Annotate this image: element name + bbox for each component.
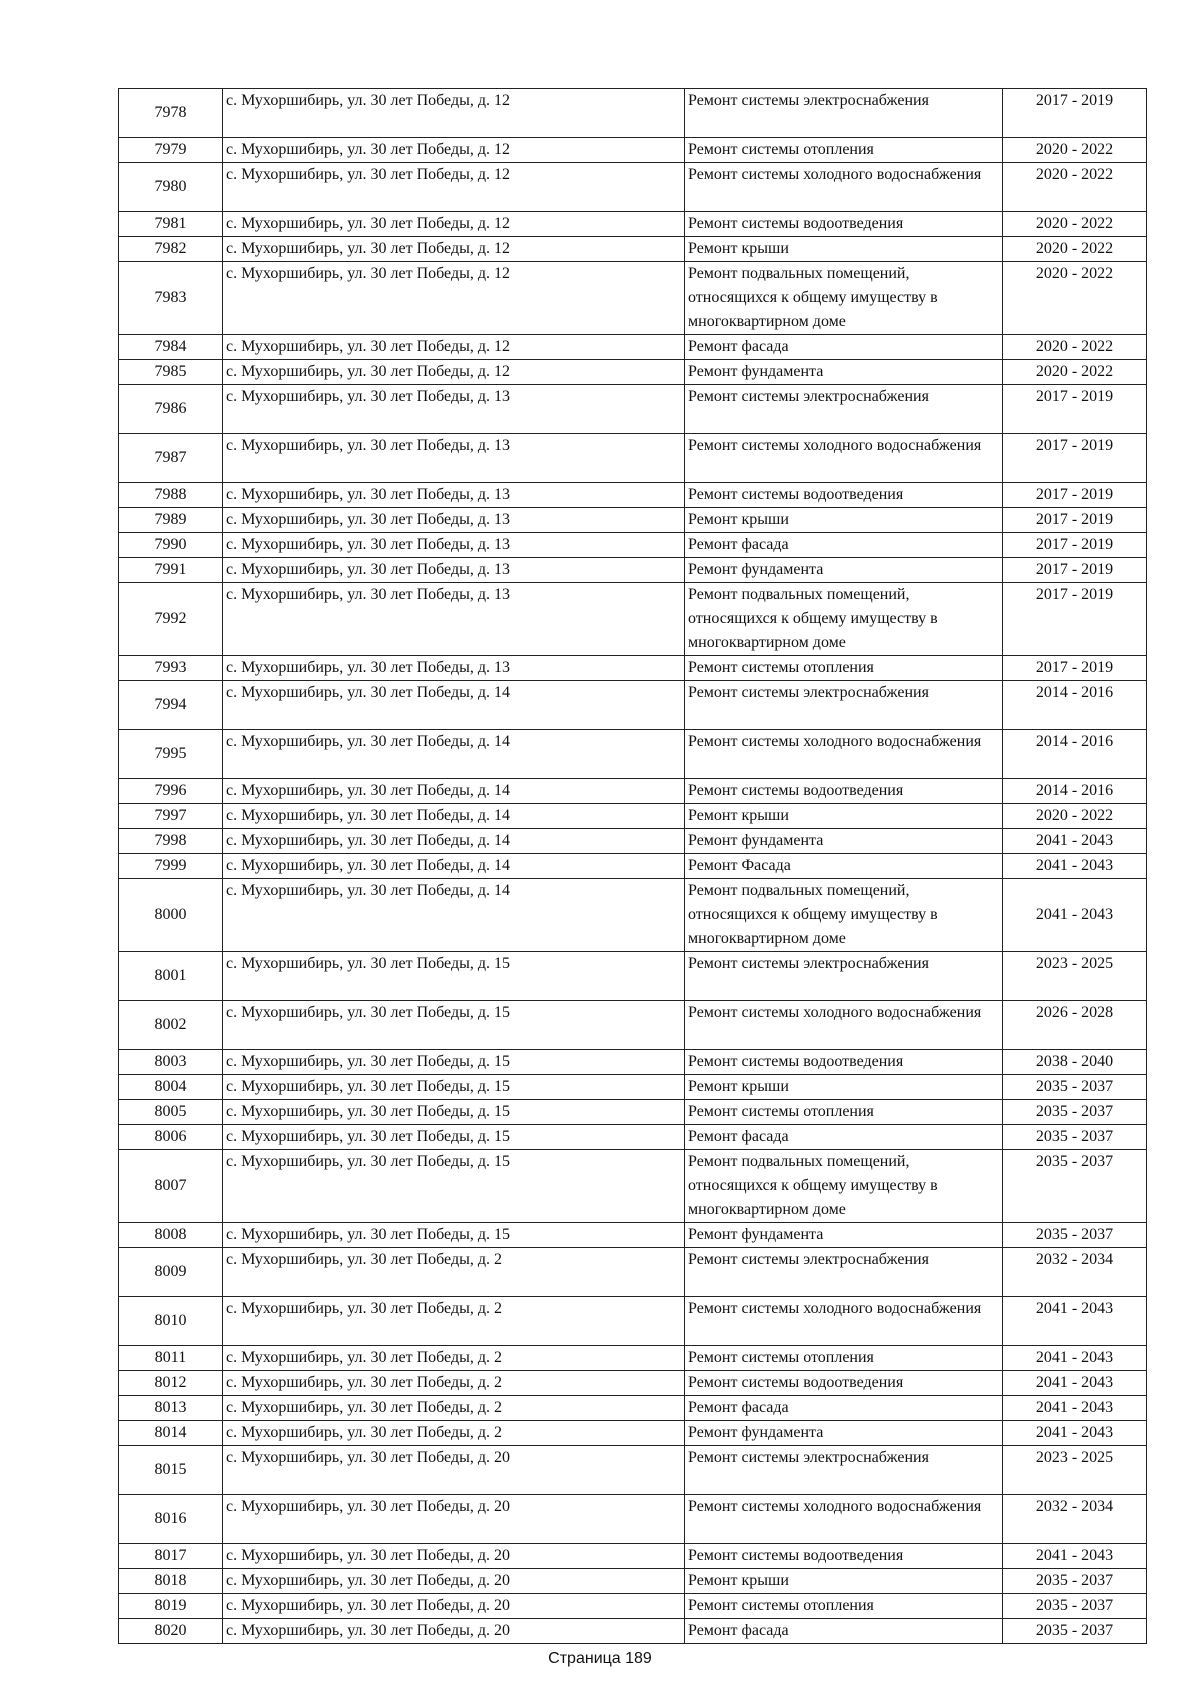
work-type-cell: Ремонт фундамента [685, 1223, 1003, 1248]
period-cell: 2026 - 2028 [1003, 1001, 1147, 1050]
work-type-cell: Ремонт системы водоотведения [685, 779, 1003, 804]
period-cell: 2035 - 2037 [1003, 1075, 1147, 1100]
address-cell: с. Мухоршибирь, ул. 30 лет Победы, д. 12 [223, 212, 685, 237]
table-row [119, 212, 1147, 237]
table-row [119, 163, 1147, 212]
period-cell: 2017 - 2019 [1003, 434, 1147, 483]
row-number-cell: 7984 [119, 335, 223, 360]
table-row [119, 1150, 1147, 1223]
table-row [119, 1297, 1147, 1346]
row-number-cell: 7987 [119, 434, 223, 483]
row-number-cell: 8002 [119, 1001, 223, 1050]
table-row [119, 1421, 1147, 1446]
period-cell: 2035 - 2037 [1003, 1569, 1147, 1594]
row-number-cell: 8015 [119, 1446, 223, 1495]
work-type-cell: Ремонт подвальных помещений, относящихся к общему имуществу в многоквартирном доме [685, 262, 1003, 335]
address-cell: с. Мухоршибирь, ул. 30 лет Победы, д. 13 [223, 656, 685, 681]
table-row [119, 681, 1147, 730]
table-row [119, 483, 1147, 508]
address-cell: с. Мухоршибирь, ул. 30 лет Победы, д. 2 [223, 1346, 685, 1371]
address-cell: с. Мухоршибирь, ул. 30 лет Победы, д. 20 [223, 1619, 685, 1644]
table-row [119, 558, 1147, 583]
address-cell: с. Мухоршибирь, ул. 30 лет Победы, д. 12 [223, 262, 685, 335]
row-number-cell: 7985 [119, 360, 223, 385]
table-row [119, 1125, 1147, 1150]
work-type-cell: Ремонт фасада [685, 335, 1003, 360]
row-number-cell: 8011 [119, 1346, 223, 1371]
work-type-cell: Ремонт системы отопления [685, 656, 1003, 681]
address-cell: с. Мухоршибирь, ул. 30 лет Победы, д. 13 [223, 583, 685, 656]
address-cell: с. Мухоршибирь, ул. 30 лет Победы, д. 14 [223, 879, 685, 952]
table-row [119, 1495, 1147, 1544]
period-cell: 2020 - 2022 [1003, 237, 1147, 262]
address-cell: с. Мухоршибирь, ул. 30 лет Победы, д. 20 [223, 1495, 685, 1544]
table-row [119, 1001, 1147, 1050]
period-cell: 2020 - 2022 [1003, 138, 1147, 163]
table-row [119, 854, 1147, 879]
period-cell: 2017 - 2019 [1003, 508, 1147, 533]
row-number-cell: 7997 [119, 804, 223, 829]
table-row [119, 1248, 1147, 1297]
address-cell: с. Мухоршибирь, ул. 30 лет Победы, д. 13 [223, 434, 685, 483]
address-cell: с. Мухоршибирь, ул. 30 лет Победы, д. 15 [223, 1100, 685, 1125]
work-type-cell: Ремонт системы холодного водоснабжения [685, 434, 1003, 483]
row-number-cell: 7993 [119, 656, 223, 681]
address-cell: с. Мухоршибирь, ул. 30 лет Победы, д. 15 [223, 1075, 685, 1100]
work-type-cell: Ремонт системы водоотведения [685, 1371, 1003, 1396]
page-number: Страница 189 [548, 1650, 652, 1667]
period-cell: 2035 - 2037 [1003, 1594, 1147, 1619]
row-number-cell: 8001 [119, 952, 223, 1001]
period-cell: 2020 - 2022 [1003, 262, 1147, 335]
address-cell: с. Мухоршибирь, ул. 30 лет Победы, д. 2 [223, 1396, 685, 1421]
address-cell: с. Мухоршибирь, ул. 30 лет Победы, д. 15 [223, 1001, 685, 1050]
table-row [119, 583, 1147, 656]
work-type-cell: Ремонт подвальных помещений, относящихся к общему имуществу в многоквартирном доме [685, 583, 1003, 656]
period-cell: 2041 - 2043 [1003, 829, 1147, 854]
row-number-cell: 7986 [119, 385, 223, 434]
row-number-cell: 7995 [119, 730, 223, 779]
table-row [119, 1371, 1147, 1396]
table-row [119, 1100, 1147, 1125]
period-cell: 2041 - 2043 [1003, 1371, 1147, 1396]
period-cell: 2020 - 2022 [1003, 163, 1147, 212]
address-cell: с. Мухоршибирь, ул. 30 лет Победы, д. 15 [223, 1223, 685, 1248]
address-cell: с. Мухоршибирь, ул. 30 лет Победы, д. 14 [223, 779, 685, 804]
table-row [119, 1223, 1147, 1248]
row-number-cell: 8005 [119, 1100, 223, 1125]
work-type-cell: Ремонт фундамента [685, 360, 1003, 385]
work-type-cell: Ремонт системы холодного водоснабжения [685, 1495, 1003, 1544]
period-cell: 2017 - 2019 [1003, 533, 1147, 558]
period-cell: 2035 - 2037 [1003, 1223, 1147, 1248]
table-row [119, 262, 1147, 335]
period-cell: 2023 - 2025 [1003, 952, 1147, 1001]
work-type-cell: Ремонт крыши [685, 804, 1003, 829]
address-cell: с. Мухоршибирь, ул. 30 лет Победы, д. 20 [223, 1569, 685, 1594]
work-type-cell: Ремонт фундамента [685, 558, 1003, 583]
address-cell: с. Мухоршибирь, ул. 30 лет Победы, д. 14 [223, 681, 685, 730]
period-cell: 2020 - 2022 [1003, 335, 1147, 360]
period-cell: 2032 - 2034 [1003, 1248, 1147, 1297]
table-row [119, 138, 1147, 163]
row-number-cell: 8008 [119, 1223, 223, 1248]
address-cell: с. Мухоршибирь, ул. 30 лет Победы, д. 14 [223, 730, 685, 779]
row-number-cell: 7989 [119, 508, 223, 533]
table-row [119, 879, 1147, 952]
period-cell: 2017 - 2019 [1003, 483, 1147, 508]
row-number-cell: 7980 [119, 163, 223, 212]
work-type-cell: Ремонт системы электроснабжения [685, 681, 1003, 730]
row-number-cell: 7988 [119, 483, 223, 508]
period-cell: 2014 - 2016 [1003, 779, 1147, 804]
work-type-cell: Ремонт системы водоотведения [685, 212, 1003, 237]
work-type-cell: Ремонт фасада [685, 1396, 1003, 1421]
table-row [119, 804, 1147, 829]
address-cell: с. Мухоршибирь, ул. 30 лет Победы, д. 13 [223, 483, 685, 508]
period-cell: 2017 - 2019 [1003, 583, 1147, 656]
row-number-cell: 7996 [119, 779, 223, 804]
work-type-cell: Ремонт системы электроснабжения [685, 952, 1003, 1001]
table-body [119, 89, 1147, 1644]
address-cell: с. Мухоршибирь, ул. 30 лет Победы, д. 12 [223, 89, 685, 138]
period-cell: 2041 - 2043 [1003, 1544, 1147, 1569]
work-type-cell: Ремонт крыши [685, 237, 1003, 262]
table-row [119, 730, 1147, 779]
address-cell: с. Мухоршибирь, ул. 30 лет Победы, д. 12 [223, 360, 685, 385]
work-type-cell: Ремонт фундамента [685, 1421, 1003, 1446]
table-row [119, 237, 1147, 262]
row-number-cell: 8018 [119, 1569, 223, 1594]
row-number-cell: 7991 [119, 558, 223, 583]
address-cell: с. Мухоршибирь, ул. 30 лет Победы, д. 15 [223, 1150, 685, 1223]
row-number-cell: 8006 [119, 1125, 223, 1150]
row-number-cell: 7994 [119, 681, 223, 730]
address-cell: с. Мухоршибирь, ул. 30 лет Победы, д. 14 [223, 829, 685, 854]
address-cell: с. Мухоршибирь, ул. 30 лет Победы, д. 15 [223, 1125, 685, 1150]
table-row [119, 1544, 1147, 1569]
row-number-cell: 8010 [119, 1297, 223, 1346]
table-row [119, 533, 1147, 558]
work-type-cell: Ремонт крыши [685, 508, 1003, 533]
table-row [119, 1346, 1147, 1371]
work-type-cell: Ремонт Фасада [685, 854, 1003, 879]
row-number-cell: 7992 [119, 583, 223, 656]
work-type-cell: Ремонт подвальных помещений, относящихся к общему имуществу в многоквартирном доме [685, 1150, 1003, 1223]
row-number-cell: 7998 [119, 829, 223, 854]
period-cell: 2023 - 2025 [1003, 1446, 1147, 1495]
address-cell: с. Мухоршибирь, ул. 30 лет Победы, д. 12 [223, 138, 685, 163]
row-number-cell: 8014 [119, 1421, 223, 1446]
row-number-cell: 8009 [119, 1248, 223, 1297]
table-row [119, 508, 1147, 533]
period-cell: 2014 - 2016 [1003, 681, 1147, 730]
work-type-cell: Ремонт системы холодного водоснабжения [685, 1001, 1003, 1050]
table-row [119, 829, 1147, 854]
row-number-cell: 8019 [119, 1594, 223, 1619]
period-cell: 2035 - 2037 [1003, 1100, 1147, 1125]
table-row [119, 1446, 1147, 1495]
work-type-cell: Ремонт системы отопления [685, 1346, 1003, 1371]
row-number-cell: 7981 [119, 212, 223, 237]
table-row [119, 1594, 1147, 1619]
work-type-cell: Ремонт фасада [685, 1125, 1003, 1150]
row-number-cell: 8020 [119, 1619, 223, 1644]
address-cell: с. Мухоршибирь, ул. 30 лет Победы, д. 13 [223, 558, 685, 583]
work-type-cell: Ремонт системы водоотведения [685, 1050, 1003, 1075]
table-row [119, 360, 1147, 385]
address-cell: с. Мухоршибирь, ул. 30 лет Победы, д. 14 [223, 854, 685, 879]
address-cell: с. Мухоршибирь, ул. 30 лет Победы, д. 13 [223, 533, 685, 558]
period-cell: 2017 - 2019 [1003, 385, 1147, 434]
address-cell: с. Мухоршибирь, ул. 30 лет Победы, д. 2 [223, 1371, 685, 1396]
period-cell: 2020 - 2022 [1003, 360, 1147, 385]
table-row [119, 1396, 1147, 1421]
work-type-cell: Ремонт системы отопления [685, 1594, 1003, 1619]
period-cell: 2014 - 2016 [1003, 730, 1147, 779]
table-row [119, 952, 1147, 1001]
row-number-cell: 7982 [119, 237, 223, 262]
period-cell: 2035 - 2037 [1003, 1619, 1147, 1644]
row-number-cell: 7979 [119, 138, 223, 163]
address-cell: с. Мухоршибирь, ул. 30 лет Победы, д. 13 [223, 508, 685, 533]
address-cell: с. Мухоршибирь, ул. 30 лет Победы, д. 12 [223, 163, 685, 212]
address-cell: с. Мухоршибирь, ул. 30 лет Победы, д. 13 [223, 385, 685, 434]
table-row [119, 335, 1147, 360]
address-cell: с. Мухоршибирь, ул. 30 лет Победы, д. 15 [223, 1050, 685, 1075]
address-cell: с. Мухоршибирь, ул. 30 лет Победы, д. 2 [223, 1297, 685, 1346]
period-cell: 2017 - 2019 [1003, 558, 1147, 583]
table-row [119, 385, 1147, 434]
table-row [119, 779, 1147, 804]
address-cell: с. Мухоршибирь, ул. 30 лет Победы, д. 14 [223, 804, 685, 829]
row-number-cell: 7978 [119, 89, 223, 138]
table-row [119, 656, 1147, 681]
table-row [119, 1050, 1147, 1075]
period-cell: 2017 - 2019 [1003, 656, 1147, 681]
work-type-cell: Ремонт системы электроснабжения [685, 89, 1003, 138]
work-type-cell: Ремонт системы электроснабжения [685, 385, 1003, 434]
period-cell: 2035 - 2037 [1003, 1150, 1147, 1223]
period-cell: 2041 - 2043 [1003, 1297, 1147, 1346]
table-row [119, 1075, 1147, 1100]
table-row [119, 434, 1147, 483]
row-number-cell: 8016 [119, 1495, 223, 1544]
period-cell: 2041 - 2043 [1003, 1396, 1147, 1421]
work-type-cell: Ремонт системы отопления [685, 1100, 1003, 1125]
address-cell: с. Мухоршибирь, ул. 30 лет Победы, д. 12 [223, 335, 685, 360]
period-cell: 2020 - 2022 [1003, 212, 1147, 237]
period-cell: 2041 - 2043 [1003, 879, 1147, 952]
address-cell: с. Мухоршибирь, ул. 30 лет Победы, д. 15 [223, 952, 685, 1001]
table-row [119, 89, 1147, 138]
work-type-cell: Ремонт системы холодного водоснабжения [685, 163, 1003, 212]
row-number-cell: 7999 [119, 854, 223, 879]
row-number-cell: 7983 [119, 262, 223, 335]
work-type-cell: Ремонт системы электроснабжения [685, 1446, 1003, 1495]
repair-schedule-table [118, 88, 1147, 1644]
address-cell: с. Мухоршибирь, ул. 30 лет Победы, д. 20 [223, 1544, 685, 1569]
work-type-cell: Ремонт системы отопления [685, 138, 1003, 163]
table-row [119, 1569, 1147, 1594]
period-cell: 2032 - 2034 [1003, 1495, 1147, 1544]
work-type-cell: Ремонт фасада [685, 533, 1003, 558]
period-cell: 2020 - 2022 [1003, 804, 1147, 829]
period-cell: 2017 - 2019 [1003, 89, 1147, 138]
address-cell: с. Мухоршибирь, ул. 30 лет Победы, д. 12 [223, 237, 685, 262]
address-cell: с. Мухоршибирь, ул. 30 лет Победы, д. 2 [223, 1248, 685, 1297]
work-type-cell: Ремонт крыши [685, 1569, 1003, 1594]
work-type-cell: Ремонт подвальных помещений, относящихся к общему имуществу в многоквартирном доме [685, 879, 1003, 952]
row-number-cell: 7990 [119, 533, 223, 558]
address-cell: с. Мухоршибирь, ул. 30 лет Победы, д. 2 [223, 1421, 685, 1446]
row-number-cell: 8012 [119, 1371, 223, 1396]
address-cell: с. Мухоршибирь, ул. 30 лет Победы, д. 20 [223, 1446, 685, 1495]
row-number-cell: 8007 [119, 1150, 223, 1223]
period-cell: 2041 - 2043 [1003, 854, 1147, 879]
period-cell: 2038 - 2040 [1003, 1050, 1147, 1075]
work-type-cell: Ремонт системы водоотведения [685, 483, 1003, 508]
work-type-cell: Ремонт системы водоотведения [685, 1544, 1003, 1569]
row-number-cell: 8013 [119, 1396, 223, 1421]
work-type-cell: Ремонт крыши [685, 1075, 1003, 1100]
row-number-cell: 8004 [119, 1075, 223, 1100]
work-type-cell: Ремонт фундамента [685, 829, 1003, 854]
table-row [119, 1619, 1147, 1644]
address-cell: с. Мухоршибирь, ул. 30 лет Победы, д. 20 [223, 1594, 685, 1619]
period-cell: 2035 - 2037 [1003, 1125, 1147, 1150]
row-number-cell: 8017 [119, 1544, 223, 1569]
work-type-cell: Ремонт системы холодного водоснабжения [685, 1297, 1003, 1346]
period-cell: 2041 - 2043 [1003, 1421, 1147, 1446]
work-type-cell: Ремонт фасада [685, 1619, 1003, 1644]
period-cell: 2041 - 2043 [1003, 1346, 1147, 1371]
row-number-cell: 8000 [119, 879, 223, 952]
work-type-cell: Ремонт системы холодного водоснабжения [685, 730, 1003, 779]
row-number-cell: 8003 [119, 1050, 223, 1075]
work-type-cell: Ремонт системы электроснабжения [685, 1248, 1003, 1297]
